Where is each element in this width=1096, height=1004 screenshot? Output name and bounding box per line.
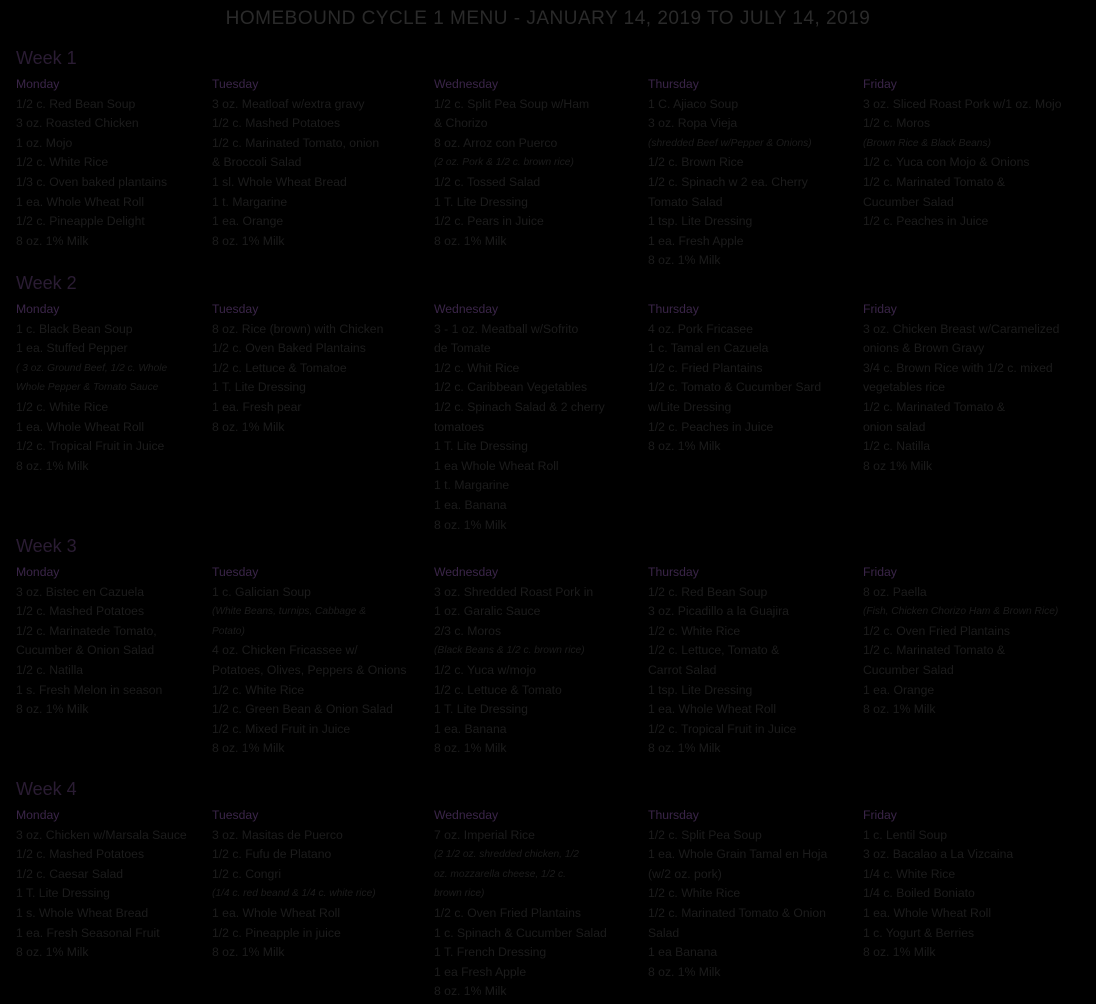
menu-item: 1/2 c. White Rice	[648, 623, 741, 638]
day-heading: Wednesday	[434, 808, 499, 822]
menu-item: onions & Brown Gravy	[863, 341, 985, 356]
menu-item: 1/2 c. Peaches in Juice	[863, 214, 989, 229]
menu-item: 1/2 c. Marinated Tomato &	[863, 399, 1006, 414]
day-heading: Thursday	[648, 77, 699, 91]
menu-item: 1/2 c. Split Pea Soup	[648, 827, 762, 842]
day-column-thursday	[648, 300, 821, 457]
menu-item: 1/2 c. White Rice	[16, 399, 109, 414]
menu-item: 1/2 c. Red Bean Soup	[648, 584, 768, 599]
menu-item: 1 ea. Orange	[863, 682, 935, 697]
menu-item: 1/2 c. Spinach Salad & 2 cherry	[434, 399, 605, 414]
menu-item: 8 oz. 1% Milk	[648, 964, 721, 979]
menu-item: 1 ea. Whole Grain Tamal en Hoja	[648, 847, 828, 862]
menu-item: 1/2 c. Oven Baked Plantains	[212, 341, 366, 356]
menu-item: 1/3 c. Oven baked plantains	[16, 174, 168, 189]
day-heading: Wednesday	[434, 302, 499, 316]
menu-item: ( 3 oz. Ground Beef, 1/2 c. Whole	[16, 362, 168, 374]
menu-item: 1/2 c. Caesar Salad	[16, 866, 124, 881]
day-column-tuesday	[212, 75, 379, 251]
day-column-tuesday	[212, 806, 376, 963]
menu-item: tomatoes	[434, 419, 485, 434]
day-column-friday	[863, 806, 1013, 963]
day-heading: Friday	[863, 565, 897, 579]
menu-item: 8 oz. 1% Milk	[16, 233, 89, 248]
menu-item: 1/2 c. Mashed Potatoes	[212, 116, 341, 131]
menu-item: 8 oz. 1% Milk	[212, 419, 285, 434]
day-column-monday	[16, 300, 167, 476]
menu-item: 1/2 c. Tropical Fruit in Juice	[16, 439, 165, 454]
day-heading: Wednesday	[434, 77, 499, 91]
menu-item: 1/2 c. Spinach w 2 ea. Cherry	[648, 174, 808, 189]
menu-item: 1 T. French Dressing	[434, 945, 547, 960]
menu-item: 1/4 c. Boiled Boniato	[863, 886, 975, 901]
menu-item: 3/4 c. Brown Rice with 1/2 c. mixed	[863, 360, 1053, 375]
menu-item: 1/2 c. White Rice	[16, 155, 109, 170]
menu-item: 7 oz. Imperial Rice	[434, 827, 535, 842]
day-column-monday	[16, 806, 187, 963]
menu-item: Whole Pepper & Tomato Sauce	[16, 382, 159, 394]
menu-item: 1/2 c. Pineapple in juice	[212, 925, 341, 940]
menu-item: 1 oz. Garalic Sauce	[434, 604, 541, 619]
menu-item: 1 ea. Stuffed Pepper	[16, 341, 128, 356]
day-heading: Monday	[16, 808, 60, 822]
menu-item: 8 oz. 1% Milk	[648, 741, 721, 756]
day-column-thursday	[648, 806, 827, 982]
menu-item: 1/2 c. Caribbean Vegetables	[434, 380, 588, 395]
day-column-friday	[863, 300, 1059, 476]
day-column-monday	[16, 75, 167, 251]
menu-item: 1 T. Lite Dressing	[434, 702, 528, 717]
menu-item: 1/2 c. Fried Plantains	[648, 360, 763, 375]
menu-item: (White Beans, turnips, Cabbage &	[212, 606, 367, 618]
menu-item: (Brown Rice & Black Beans)	[863, 137, 991, 149]
menu-item: 3 oz. Masitas de Puerco	[212, 827, 343, 842]
menu-item: 1/2 c. Lettuce & Tomato	[434, 682, 562, 697]
menu-item: 3 - 1 oz. Meatball w/Sofrito	[434, 321, 579, 336]
day-heading: Monday	[16, 565, 60, 579]
menu-item: 3 oz. Chicken w/Marsala Sauce	[16, 827, 187, 842]
menu-item: 1/2 c. Marinated Tomato &	[863, 174, 1006, 189]
menu-item: 1/2 c. White Rice	[212, 682, 305, 697]
day-heading: Thursday	[648, 302, 699, 316]
menu-item: 1 t. Margarine	[434, 478, 510, 493]
menu-item: 1/2 c. Natilla	[16, 662, 84, 677]
menu-item: 1/2 c. Tossed Salad	[434, 174, 541, 189]
day-column-monday	[16, 563, 162, 720]
menu-item: 1 ea Fresh Apple	[434, 964, 527, 979]
menu-item: 3 oz. Sliced Roast Pork w/1 oz. Mojo	[863, 96, 1062, 111]
menu-item: 1 T. Lite Dressing	[434, 439, 528, 454]
menu-item: 1 ea. Banana	[434, 497, 507, 512]
menu-item: 8 oz. 1% Milk	[434, 517, 507, 532]
menu-item: 1 sl. Whole Wheat Bread	[212, 174, 347, 189]
menu-item: brown rice)	[434, 888, 485, 900]
menu-item: 1/2 c. Whit Rice	[434, 360, 520, 375]
menu-item: 1 ea. Whole Wheat Roll	[648, 702, 777, 717]
menu-item: 1 c. Black Bean Soup	[16, 321, 133, 336]
day-heading: Thursday	[648, 565, 699, 579]
day-heading: Tuesday	[212, 565, 259, 579]
menu-item: de Tomate	[434, 341, 491, 356]
menu-item: (2 1/2 oz. shredded chicken, 1/2	[434, 849, 579, 861]
menu-item: 1/2 c. Red Bean Soup	[16, 96, 136, 111]
menu-item: 1/2 c. Marinated Tomato &	[863, 643, 1006, 658]
menu-item: 2/3 c. Moros	[434, 623, 502, 638]
menu-item: 3 oz. Shredded Roast Pork in	[434, 584, 594, 599]
menu-item: 1 c. Spinach & Cucumber Salad	[434, 925, 607, 940]
menu-item: 1 c. Yogurt & Berries	[863, 925, 975, 940]
menu-item: 1 ea. Whole Wheat Roll	[863, 905, 992, 920]
day-heading: Thursday	[648, 808, 699, 822]
menu-item: oz. mozzarella cheese, 1/2 c.	[434, 868, 566, 880]
menu-item: 1/2 c. Tomato & Cucumber Sard	[648, 380, 822, 395]
menu-item: 1 ea. Whole Wheat Roll	[16, 419, 145, 434]
menu-item: (Black Beans & 1/2 c. brown rice)	[434, 645, 585, 657]
menu-item: Potato)	[212, 625, 245, 637]
menu-item: 1/2 c. Tropical Fruit in Juice	[648, 721, 797, 736]
menu-item: 1/2 c. Green Bean & Onion Salad	[212, 702, 393, 717]
day-heading: Friday	[863, 808, 897, 822]
day-heading: Tuesday	[212, 302, 259, 316]
menu-item: 8 oz. 1% Milk	[434, 984, 507, 999]
menu-item: 4 oz. Pork Fricasee	[648, 321, 753, 336]
menu-item: 1/2 c. Marinated Tomato & Onion	[648, 905, 826, 920]
menu-item: 1/2 c. Pears in Juice	[434, 214, 544, 229]
menu-item: 1/2 c. Yuca con Mojo & Onions	[863, 155, 1030, 170]
day-column-friday	[863, 563, 1058, 720]
day-heading: Tuesday	[212, 808, 259, 822]
menu-item: 1 t. Margarine	[212, 194, 288, 209]
menu-item: 3 oz. Bacalao a La Vizcaina	[863, 847, 1014, 862]
day-column-thursday	[648, 563, 796, 759]
menu-item: 8 oz. 1% Milk	[212, 741, 285, 756]
day-heading: Friday	[863, 77, 897, 91]
menu-item: 1/2 c. Lettuce, Tomato &	[648, 643, 780, 658]
menu-item: 8 oz. Rice (brown) with Chicken	[212, 321, 384, 336]
menu-item: Cucumber Salad	[863, 194, 954, 209]
menu-item: 3 oz. Picadillo a la Guajira	[648, 604, 789, 619]
menu-item: Cucumber Salad	[863, 662, 954, 677]
menu-item: 1 T. Lite Dressing	[16, 886, 110, 901]
day-column-thursday	[648, 75, 812, 271]
day-column-tuesday	[212, 300, 383, 437]
menu-item: (w/2 oz. pork)	[648, 866, 722, 881]
menu-item: 1/2 c. White Rice	[648, 886, 741, 901]
menu-item: 1 ea. Orange	[212, 214, 284, 229]
menu-item: 1 ea Banana	[648, 945, 718, 960]
menu-item: 1 ea. Whole Wheat Roll	[16, 194, 145, 209]
menu-item: w/Lite Dressing	[648, 399, 732, 414]
menu-item: 1/2 c. Brown Rice	[648, 155, 744, 170]
page-title: HOMEBOUND CYCLE 1 MENU - JANUARY 14, 2019 TO JULY 14, 2019	[225, 8, 871, 29]
menu-item: 3 oz. Meatloaf w/extra gravy	[212, 96, 365, 111]
menu-item: 1/2 c. Moros	[863, 116, 931, 131]
menu-item: 1 c. Lentil Soup	[863, 827, 948, 842]
menu-item: 1/2 c. Mashed Potatoes	[16, 604, 145, 619]
day-column-wednesday	[434, 75, 589, 251]
menu-item: vegetables rice	[863, 380, 945, 395]
menu-item: 1/4 c. White Rice	[863, 866, 956, 881]
menu-item: 1 c. Galician Soup	[212, 584, 311, 599]
week-label: Week 4	[16, 779, 77, 799]
day-heading: Monday	[16, 302, 60, 316]
day-column-wednesday	[434, 563, 593, 759]
menu-item: 8 oz. 1% Milk	[16, 702, 89, 717]
menu-item: 8 oz. 1% Milk	[16, 945, 89, 960]
menu-item: 1 T. Lite Dressing	[434, 194, 528, 209]
menu-item: (shredded Beef w/Pepper & Onions)	[648, 137, 812, 149]
menu-item: 1/2 c. Marinatede Tomato,	[16, 623, 157, 638]
menu-item: 1 ea. Whole Wheat Roll	[212, 905, 341, 920]
menu-item: 1/2 c. Fufu de Platano	[212, 847, 332, 862]
menu-item: 8 oz. Arroz con Puerco	[434, 135, 558, 150]
menu-item: & Broccoli Salad	[212, 155, 302, 170]
menu-item: 1 ea. Banana	[434, 721, 507, 736]
menu-item: Salad	[648, 925, 680, 940]
menu-item: 8 oz. 1% Milk	[434, 741, 507, 756]
menu-item: 8 oz. 1% Milk	[648, 253, 721, 268]
day-column-tuesday	[212, 563, 406, 759]
menu-item: 3 oz. Ropa Vieja	[648, 116, 738, 131]
menu-item: 1/2 c. Lettuce & Tomatoe	[212, 360, 347, 375]
menu-item: 4 oz. Chicken Fricassee w/	[212, 643, 358, 658]
menu-item: 1/2 c. Oven Fried Plantains	[434, 905, 581, 920]
menu-item: 8 oz. 1% Milk	[434, 233, 507, 248]
menu-item: 8 oz. 1% Milk	[16, 458, 89, 473]
menu-item: 3 oz. Roasted Chicken	[16, 116, 139, 131]
day-column-wednesday	[434, 806, 607, 1002]
menu-item: 1/2 c. Natilla	[863, 439, 931, 454]
menu-item: Potatoes, Olives, Peppers & Onions	[212, 662, 407, 677]
menu-item: 8 oz. 1% Milk	[648, 439, 721, 454]
day-column-wednesday	[434, 300, 605, 535]
menu-item: 1/2 c. Peaches in Juice	[648, 419, 774, 434]
menu-item: Tomato Salad	[648, 194, 723, 209]
menu-item: 8 oz. 1% Milk	[212, 945, 285, 960]
week-label: Week 3	[16, 536, 77, 556]
menu-item: 3 oz. Chicken Breast w/Caramelized	[863, 321, 1060, 336]
menu-item: 1/2 c. Congri	[212, 866, 282, 881]
day-heading: Friday	[863, 302, 897, 316]
menu-item: 8 oz. 1% Milk	[863, 945, 936, 960]
menu-item: 3 oz. Bistec en Cazuela	[16, 584, 145, 599]
menu-item: 8 oz. 1% Milk	[863, 702, 936, 717]
menu-item: onion salad	[863, 419, 926, 434]
menu-item: Cucumber & Onion Salad	[16, 643, 155, 658]
menu-item: 1 tsp. Lite Dressing	[648, 214, 753, 229]
menu-item: 1 ea Whole Wheat Roll	[434, 458, 559, 473]
menu-item: (Fish, Chicken Chorizo Ham & Brown Rice)	[863, 606, 1059, 618]
menu-item: 1 T. Lite Dressing	[212, 380, 306, 395]
week-label: Week 2	[16, 273, 77, 293]
menu-item: 8 oz 1% Milk	[863, 458, 933, 473]
menu-item: 1 oz. Mojo	[16, 135, 73, 150]
menu-item: 1/2 c. Oven Fried Plantains	[863, 623, 1010, 638]
menu-item: 1/2 c. Marinated Tomato, onion	[212, 135, 380, 150]
menu-item: 8 oz. Paella	[863, 584, 927, 599]
menu-item: 1 ea. Fresh pear	[212, 399, 302, 414]
menu-item: 1/2 c. Pineapple Delight	[16, 214, 145, 229]
week-label: Week 1	[16, 48, 77, 68]
menu-item: 1 c. Tamal en Cazuela	[648, 341, 769, 356]
menu-item: 1/2 c. Split Pea Soup w/Ham	[434, 96, 590, 111]
menu-item: 1 s. Whole Wheat Bread	[16, 905, 149, 920]
menu-item: Carrot Salad	[648, 662, 717, 677]
day-heading: Monday	[16, 77, 60, 91]
menu-item: 1/2 c. Mashed Potatoes	[16, 847, 145, 862]
menu-item: 1/2 c. Yuca w/mojo	[434, 662, 537, 677]
menu-item: 1 s. Fresh Melon in season	[16, 682, 163, 697]
menu-item: 1 ea. Fresh Seasonal Fruit	[16, 925, 160, 940]
day-heading: Tuesday	[212, 77, 259, 91]
menu-item: 8 oz. 1% Milk	[212, 233, 285, 248]
menu-item: & Chorizo	[434, 116, 488, 131]
day-column-friday	[863, 75, 1061, 232]
menu-item: 1 tsp. Lite Dressing	[648, 682, 753, 697]
day-heading: Wednesday	[434, 565, 499, 579]
menu-item: (1/4 c. red beand & 1/4 c. white rice)	[212, 888, 376, 900]
menu-item: 1/2 c. Mixed Fruit in Juice	[212, 721, 351, 736]
menu-item: (2 oz. Pork & 1/2 c. brown rice)	[434, 157, 574, 169]
menu-item: 1 C. Ajiaco Soup	[648, 96, 739, 111]
menu-item: 1 ea. Fresh Apple	[648, 233, 744, 248]
